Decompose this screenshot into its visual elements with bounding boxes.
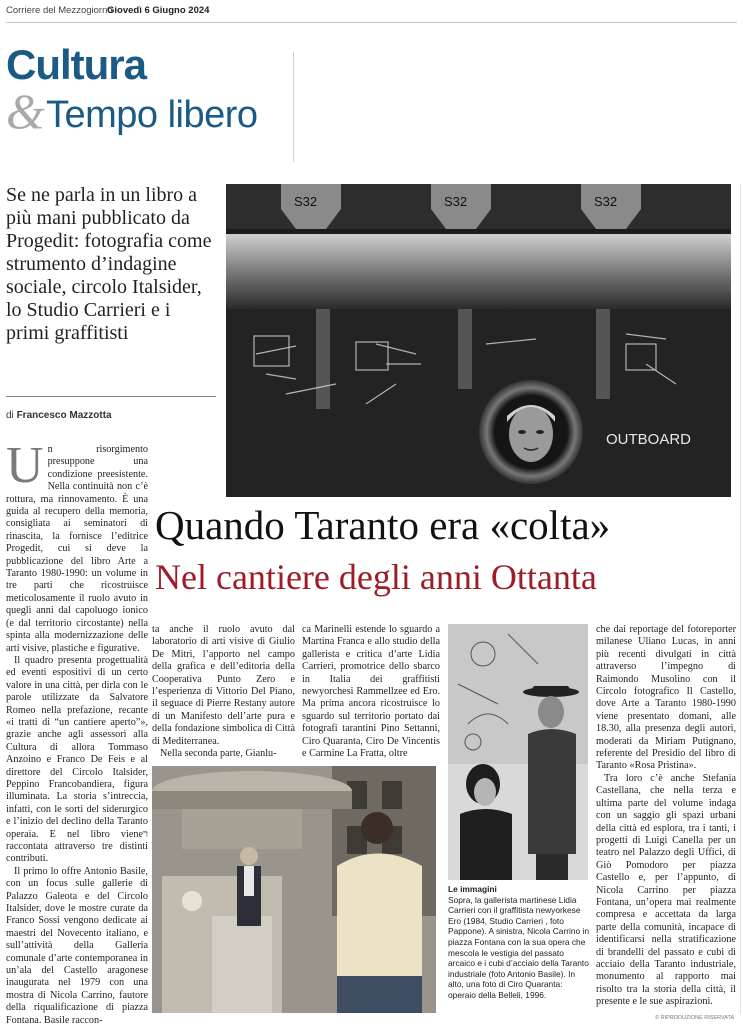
body-paragraph: Il quadro presenta progettualità ed eventi espositivi di un certo valore in una città, per dirla con le parole utilizzate da Salvatore Romeo nella prefazione, recante «i tratti di “un cantiere aperto”», grazie anche agli assessori alla Cultura di allora Tommaso Anzoino e Franco De Feis e al direttore del Circolo Italsider, Peppino Francobandiera, figura illuminata. La storia s’intreccia, infatti, con le sorti del siderurgico e l’inizio del declino della Taranto operaia. E nel libro vieneר raccontata attraverso tre distinti contributi. — [6, 654, 148, 865]
body-column-4 — [596, 624, 736, 1009]
body-paragraph: ta anche il ruolo avuto dal laboratorio di arti visive di Giulio De Mitri, l’apporto nel campo della grafica e dell’editoria della Cooperativa Punto Zero e l’esperienza di Vittorio Del Piano, il seguace di Pierre Restany autore di un Manifesto dell’arte pura e della fondazione simbolica di Città di Mediterranea. — [152, 624, 295, 747]
body-paragraph: ca Marinelli estende lo sguardo a Martina Franca e allo studio della gallerista e critica d’arte Lidia Carrieri, promotrice dello sbarco in Italia dei graffitisti newyorchesi Rammellzee ed Ero. Ma prima ancora ricostruisce lo sguardo sul territorio portato dai fotografi tarantini Pino Settanni, Ciro Quaranta, Ciro De Vincentis e Carmine La Fratta, oltre — [302, 624, 440, 760]
byline-prefix: di — [6, 410, 14, 421]
caption-title: Le immagini — [448, 884, 497, 894]
deck-divider — [6, 396, 216, 397]
photo-lidia-carrieri-ero — [448, 624, 588, 880]
issue-date: Giovedì 6 Giugno 2024 — [107, 5, 210, 16]
copyright-notice: © RIPRODUZIONE RISERVATA — [655, 1015, 735, 1021]
byline-author: Francesco Mazzotta — [16, 410, 112, 421]
section-subtitle: Tempo libero — [46, 94, 258, 136]
section-title: Cultura — [6, 41, 146, 88]
section-divider — [293, 52, 294, 162]
body-column-2 — [152, 624, 295, 760]
newspaper-name: Corriere del Mezzogiorno — [6, 5, 113, 16]
body-paragraph: Nella seconda parte, Gianlu- — [160, 748, 277, 760]
fountain-photo-illustration — [152, 766, 436, 1013]
body-paragraph: Un risorgimento presuppone una condizione preesistente. Nella continuità non c’è rottura, ma rinnovamento. È una guida al recupero della memoria, consigliata ai seminatori di rinascita, la fornisce l’editrice Progedit, cui si deve la pubblicazione del libro Arte a Taranto 1980-1990: un volume in tre parti che ricostruisce meticolosamente il ruolo avuto in quegli anni dal capoluogo ionico (e dal territorio circostante) nella spinta alla modernizzazione delle arti visive, plastiche e figurative. — [6, 437, 148, 654]
body-column-3 — [302, 624, 440, 760]
main-photo-worker — [226, 184, 731, 497]
stencil-text-1: S32 — [294, 194, 318, 209]
main-photo-illustration — [226, 184, 731, 497]
body-column-1 — [6, 437, 148, 1027]
body-paragraph: che dai reportage del fotoreporter milanese Uliano Lucas, in anni più recenti divulgati in città attraverso l’impegno di Raimondo Musolino con il Circolo fotografico Il Castello, dove Arte a Taranto 1980-1990 viene presentato domani, alle 18.30, alla presenza degli autori, moderati da Miriam Putignano, referente del Presidio del libro di Taranto «Rosa Pristina». — [596, 624, 736, 772]
body-paragraph: Tra loro c’è anche Stefania Castellana, che nella terza e ultima parte del volume indaga con un saggio gli spazi urbani della città ed esplora, tra i tanti, i progetti di Luigi Canella per un teatro nel Palazzo degli Uffici, di Giò Pomodoro per piazza Castello e, per l’appunto, di Nicola Carrino per piazza Fontana, un’opera mai realmente compresa e accettata da larga parte della comunità, incapace di identificarsi nella stratificazione di brandelli del passato e cubi di acciaio della Taranto industriale, monumento al rapporto mai risolto tra la storia della città, il presente e le sue aspirazioni. — [596, 772, 736, 1008]
caption-text: Sopra, la gallerista martinese Lidia Carrieri con il graffitista newyorkese Ero (1984, Studio Carrieri , foto Pappone). A sinistra, Nicola Carrino in piazza Fontana con la sua opera che mescola le vestigia del passato arcaico e i cubi d’acciaio della Taranto industriale (foto Antonio Basile). In alto, una foto di Ciro Quaranta: operaio della Belleli, 1996. — [448, 894, 590, 1000]
headline-main: Quando Taranto era «colta» — [155, 502, 611, 548]
drop-cap: U — [6, 437, 44, 494]
section-ampersand: & — [6, 83, 45, 139]
header-divider — [6, 22, 737, 23]
stencil-text-2: S32 — [444, 194, 468, 209]
photo-caption — [448, 884, 590, 1001]
stencil-text-3: S32 — [594, 194, 618, 209]
byline — [6, 410, 112, 421]
headline-secondary: Nel cantiere degli anni Ottanta — [155, 557, 597, 597]
article-deck: Se ne parla in un libro a più mani pubblicato da Progedit: fotografia come strumento d’indagine sociale, circolo Italsider, lo Studio Carrieri e i primi graffitisti — [6, 184, 212, 344]
photo-piazza-fontana — [152, 766, 436, 1013]
page-edge-rule — [740, 184, 741, 1014]
outboard-chalk-text: OUTBOARD — [606, 431, 692, 448]
body-paragraph: Il primo lo offre Antonio Basile, con un focus sulle gallerie di Palazzo Galeota e del Circolo Italsider, dove le mostre curate da Franco Sossi vengono dedicate ai maestri del Novecento italiano, e sull’attività della Galleria comunale d’arte contemporanea in un’ala del Castello aragonese inaugurata nel 1979 con una mostra di Nicola Carrino, fautore della riqualificazione di piazza Fontana. Basile raccon- — [6, 865, 148, 1026]
portrait-photo-illustration — [448, 624, 588, 880]
